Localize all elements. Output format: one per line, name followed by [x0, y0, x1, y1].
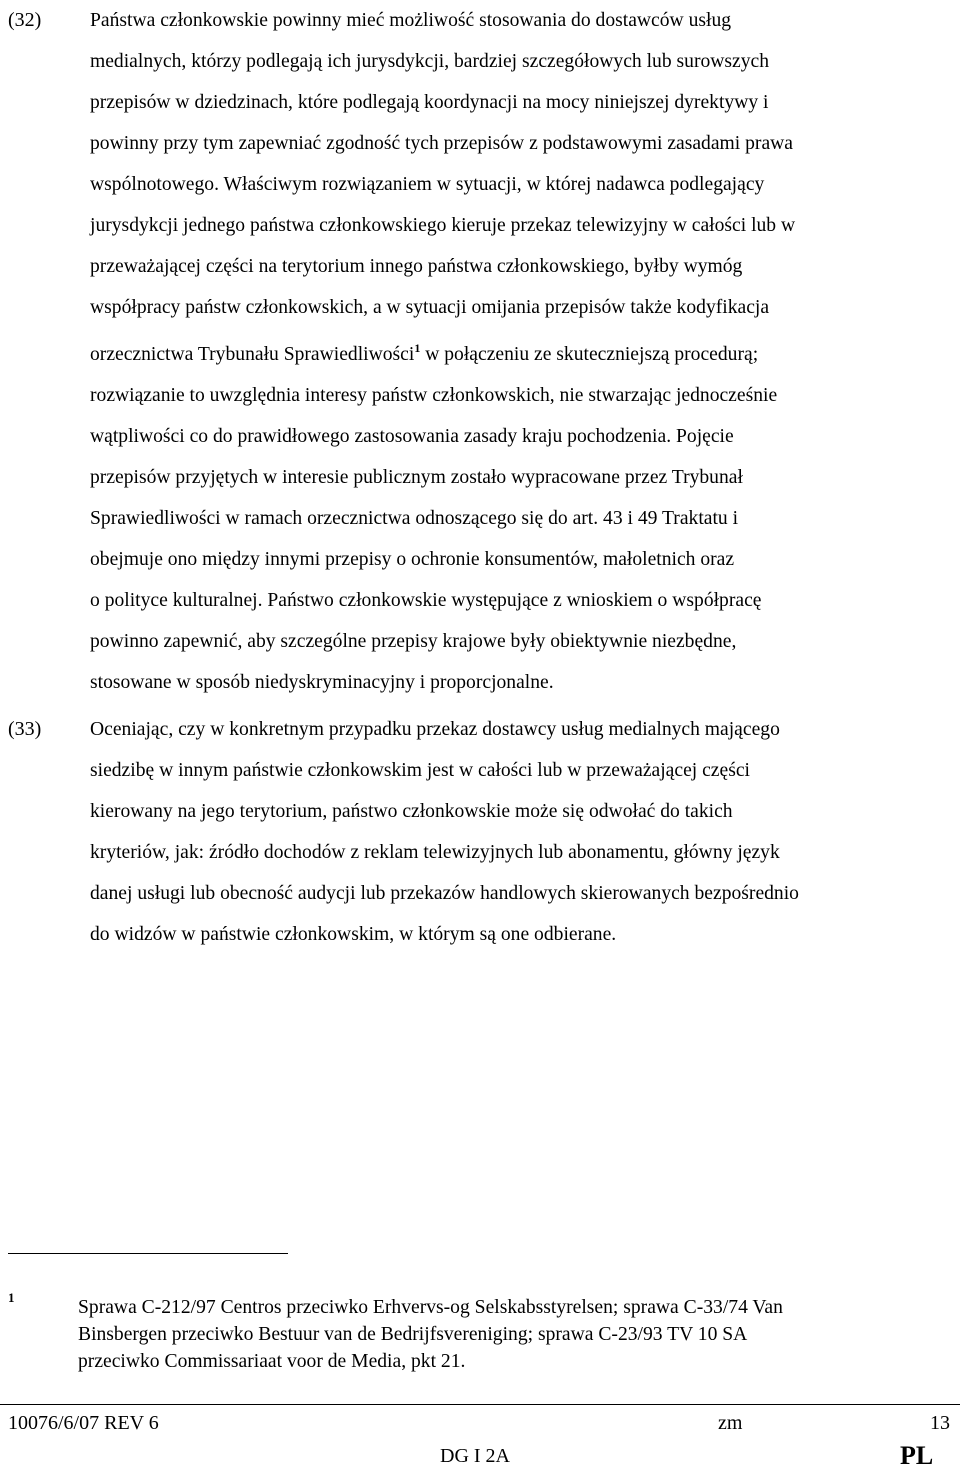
footnote-mark: 1	[8, 1290, 15, 1305]
text-line: siedzibę w innym państwie członkowskim jest w całości lub w przeważającej części	[90, 760, 750, 781]
author-initials: zm	[718, 1412, 743, 1434]
footnote-line: przeciwko Commissariaat voor de Media, pkt 21.	[78, 1351, 466, 1372]
text-line: jurysdykcji jednego państwa członkowskiego kieruje przekaz telewizyjny w całości lub w	[90, 215, 796, 236]
paragraph-text	[90, 709, 952, 955]
text-line: powinny przy tym zapewniać zgodność tych przepisów z podstawowymi zasadami prawa	[90, 133, 793, 154]
text-line: Państwa członkowskie powinny mieć możliwość stosowania do dostawców usług	[90, 10, 732, 31]
paragraph-text	[90, 0, 952, 703]
text-line: stosowane w sposób niedyskryminacyjny i proporcjonalne.	[90, 672, 554, 693]
footnote-separator	[8, 1253, 288, 1254]
text-line: współpracy państw członkowskich, a w sytuacji omijania przepisów także kodyfikacja	[90, 297, 770, 318]
footnote-text	[78, 1294, 948, 1375]
footer-divider	[0, 1404, 960, 1405]
paragraph-number: (33)	[8, 718, 42, 740]
footnote-line: Binsbergen przeciwko Bestuur van de Bedrijfsvereniging; sprawa C-23/93 TV 10 SA	[78, 1324, 748, 1345]
footnote-line: Sprawa C-212/97 Centros przeciwko Erhvervs-og Selskabsstyrelsen; sprawa C-33/74 Van	[78, 1297, 783, 1318]
language-code: PL	[900, 1441, 934, 1470]
text-line	[90, 328, 952, 375]
text-line: obejmuje ono między innymi przepisy o ochronie konsumentów, małoletnich oraz	[90, 549, 735, 570]
text-line: danej usługi lub obecność audycji lub przekazów handlowych skierowanych bezpośrednio	[90, 883, 799, 904]
text-line: wspólnotowego. Właściwym rozwiązaniem w sytuacji, w której nadawca podlegający	[90, 174, 765, 195]
text-line: powinno zapewnić, aby szczególne przepisy krajowe były obiektywnie niezbędne,	[90, 631, 737, 652]
department-code: DG I 2A	[440, 1445, 510, 1467]
text-line: rozwiązanie to uwzględnia interesy państw członkowskich, nie stwarzając jednocześnie	[90, 385, 778, 406]
text-line: przeważającej części na terytorium innego państwa członkowskiego, byłby wymóg	[90, 256, 743, 277]
document-reference: 10076/6/07 REV 6	[8, 1412, 159, 1434]
footnote-reference[interactable]: 1	[414, 341, 421, 355]
paragraph-number: (32)	[8, 9, 42, 31]
text-line: o polityce kulturalnej. Państwo członkowskie występujące z wnioskiem o współpracę	[90, 590, 762, 611]
text-line: przepisów w dziedzinach, które podlegają koordynacji na mocy niniejszej dyrektywy i	[90, 92, 769, 113]
text-segment: orzecznictwa Trybunału Sprawiedliwości	[90, 344, 415, 365]
text-line: Sprawiedliwości w ramach orzecznictwa odnoszącego się do art. 43 i 49 Traktatu i	[90, 508, 739, 529]
text-line: do widzów w państwie członkowskim, w którym są one odbierane.	[90, 924, 617, 945]
page-number: 13	[930, 1412, 950, 1434]
text-line: medialnych, którzy podlegają ich jurysdykcji, bardziej szczegółowych lub surowszych	[90, 51, 770, 72]
text-line: wątpliwości co do prawidłowego zastosowania zasady kraju pochodzenia. Pojęcie	[90, 426, 734, 447]
text-line: Oceniając, czy w konkretnym przypadku przekaz dostawcy usług medialnych mającego	[90, 719, 780, 740]
text-line: przepisów przyjętych w interesie publicznym zostało wypracowane przez Trybunał	[90, 467, 743, 488]
text-segment: w połączeniu ze skuteczniejszą procedurą;	[420, 344, 759, 365]
text-line: kryteriów, jak: źródło dochodów z reklam telewizyjnych lub abonamentu, główny język	[90, 842, 780, 863]
text-line: kierowany na jego terytorium, państwo członkowskie może się odwołać do takich	[90, 801, 733, 822]
